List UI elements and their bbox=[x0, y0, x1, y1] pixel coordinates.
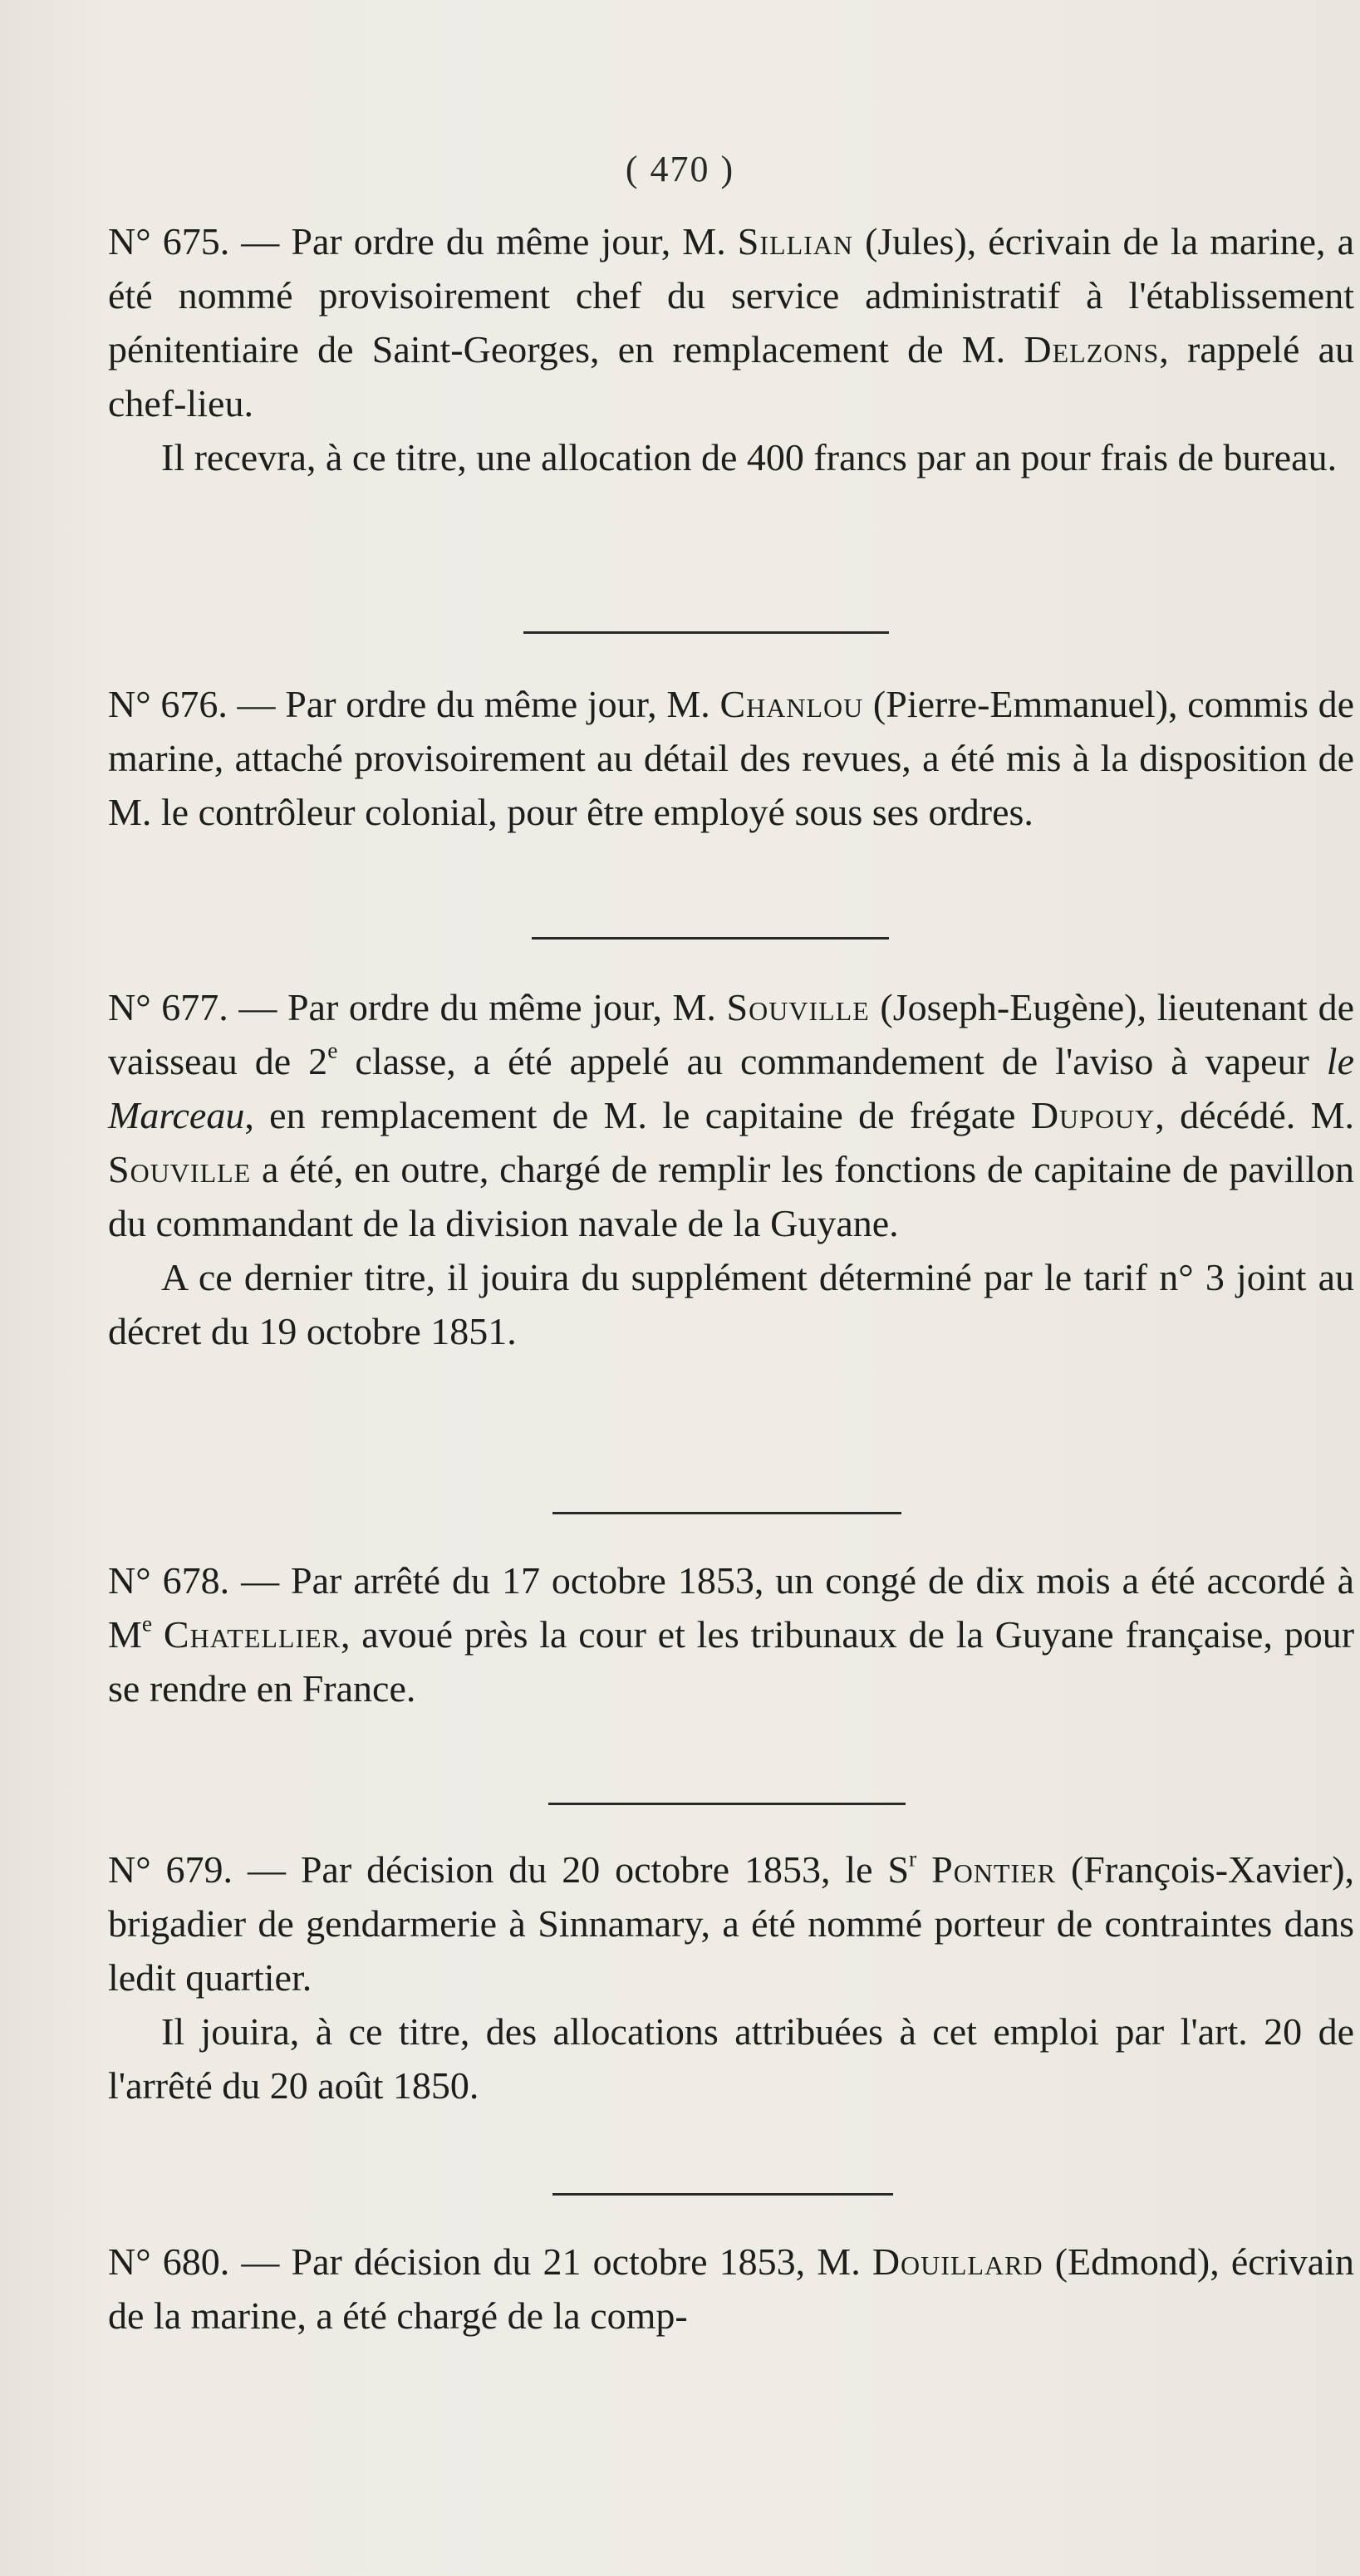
entry-text bbox=[916, 1848, 931, 1891]
entry-679-paragraph-1 bbox=[108, 1842, 1354, 2004]
ship-name: le Marceau bbox=[108, 1040, 1354, 1136]
entry-text: a été, en outre, chargé de remplir les fonctions de capitaine de pavillon du commandant de la division navale de la Guyane. bbox=[108, 1148, 1354, 1244]
entry-number: N° 675. bbox=[108, 220, 230, 263]
entry-text: — Par décision du 21 octobre 1853, M. bbox=[229, 2240, 872, 2283]
entry-number: N° 680. bbox=[108, 2240, 230, 2283]
entry-text: — Par arrêté du 17 octobre 1853, un congé de dix mois a été accordé à M bbox=[108, 1559, 1354, 1656]
entry-text: — Par décision du 20 octobre 1853, le S bbox=[233, 1848, 910, 1891]
person-name: Delzons bbox=[1024, 328, 1160, 370]
person-name: Souville bbox=[726, 986, 870, 1028]
entry-number: N° 679. bbox=[108, 1848, 233, 1891]
entry-678-paragraph-1 bbox=[108, 1553, 1354, 1715]
entry-679-paragraph-2: Il jouira, à ce titre, des allocations attribuées à cet emploi par l'art. 20 de l'arrêté du 20 août 1850. bbox=[108, 2010, 1354, 2107]
person-name: Chatellier bbox=[163, 1613, 341, 1656]
entry-number: N° 676. bbox=[108, 683, 228, 725]
entry-680 bbox=[108, 2235, 1354, 2343]
entry-676 bbox=[108, 677, 1354, 839]
entry-number: N° 677. bbox=[108, 986, 228, 1028]
separator-rule bbox=[523, 631, 889, 634]
entry-text: — Par ordre du même jour, M. bbox=[228, 986, 727, 1028]
entry-677-paragraph-1 bbox=[108, 980, 1354, 1250]
entry-text: , en remplacement de M. le capitaine de frégate bbox=[244, 1094, 1031, 1136]
separator-rule bbox=[552, 2193, 893, 2196]
person-name: Pontier bbox=[931, 1848, 1057, 1891]
entry-675-paragraph-2: Il recevra, à ce titre, une allocation de 400 francs par an pour frais de bureau. bbox=[161, 436, 1338, 478]
entry-number: N° 678. bbox=[108, 1559, 230, 1602]
entry-text: (Joseph-Eugène), lieutenant de vaisseau de 2 bbox=[108, 986, 1354, 1082]
superscript: r bbox=[909, 1845, 917, 1872]
separator-rule bbox=[532, 937, 889, 940]
entry-678 bbox=[108, 1553, 1354, 1715]
entry-675-paragraph-1 bbox=[108, 214, 1354, 430]
person-name: Souville bbox=[108, 1148, 252, 1190]
entry-679 bbox=[108, 1842, 1354, 2112]
person-name: Sillian bbox=[737, 220, 853, 263]
entry-675 bbox=[108, 214, 1354, 484]
entry-text: classe, a été appelé au commandement de l'aviso à vapeur bbox=[337, 1040, 1327, 1082]
entry-text: , rappelé au chef-lieu. bbox=[108, 328, 1354, 424]
person-name: Douillard bbox=[871, 2240, 1043, 2283]
separator-rule bbox=[548, 1803, 906, 1805]
entry-text: (Pierre-Emmanuel), commis de marine, attaché provisoirement au détail des revues, a été mis à la disposition de M. le contrôleur colonial, pour être employé sous ses ordres. bbox=[108, 683, 1354, 833]
person-name: Dupouy bbox=[1030, 1094, 1156, 1136]
entry-text: — Par ordre du même jour, M. bbox=[227, 683, 720, 725]
superscript: e bbox=[327, 1037, 338, 1063]
page-number: ( 470 ) bbox=[625, 149, 735, 189]
separator-rule bbox=[552, 1512, 901, 1514]
entry-text bbox=[152, 1613, 164, 1656]
entry-text: (Jules), écrivain de la marine, a été nommé provisoirement chef du service administratif à l'établissement pénitentiaire de Saint-Georges, en remplacement de M. bbox=[108, 220, 1354, 370]
entry-text: (François-Xavier), brigadier de gendarmerie à Sinnamary, a été nommé porteur de contraintes dans ledit quartier. bbox=[108, 1848, 1355, 1999]
entry-text: , décédé. M. bbox=[1155, 1094, 1354, 1136]
entry-677-paragraph-2: A ce dernier titre, il jouira du supplément déterminé par le tarif n° 3 joint au décret du 19 octobre 1851. bbox=[108, 1256, 1354, 1352]
person-name: Chanlou bbox=[719, 683, 864, 725]
entry-677 bbox=[108, 980, 1354, 1358]
superscript: e bbox=[141, 1610, 153, 1636]
entry-676-paragraph-1 bbox=[108, 677, 1354, 839]
entry-text: , avoué près la cour et les tribunaux de la Guyane française, pour se rendre en France. bbox=[108, 1613, 1355, 1710]
entry-text: — Par ordre du même jour, M. bbox=[229, 220, 738, 263]
entry-680-paragraph-1 bbox=[108, 2235, 1354, 2343]
entry-text: (Edmond), écrivain de la marine, a été chargé de la comp- bbox=[108, 2240, 1354, 2337]
